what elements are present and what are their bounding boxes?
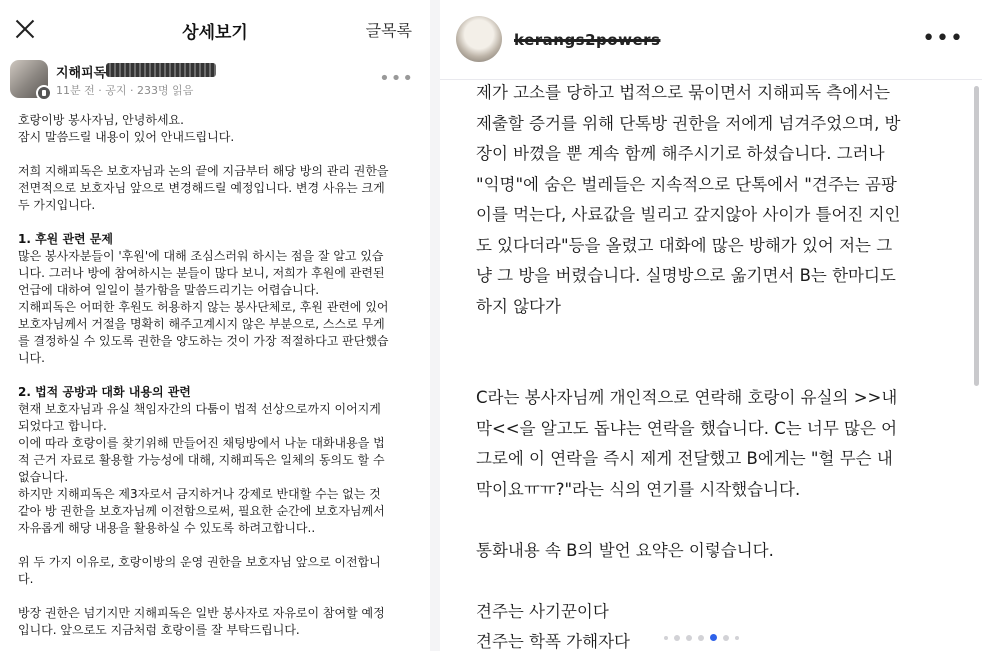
post-line: 도 있다더라"등을 올렸고 대화에 많은 방해가 있어 저는 그 [476,235,893,255]
post-line: 장이 바꼈을 뿐 계속 함께 해주시기로 하셨습니다. 그러나 [476,144,885,163]
notice-line: 다. [18,572,34,586]
blank-line [476,505,966,536]
notice-line: 자유롭게 해당 내용을 활용하실 수 있도록 하려고합니다.. [18,521,316,535]
notice-line: 1. 후원 관련 문제 [18,232,113,246]
notice-line: 언급에 대하여 일일이 불가함을 말씀드리기는 어렵습니다. [18,283,320,297]
post-line: 하지 않다가 [476,296,561,316]
more-options-icon[interactable]: ••• [922,26,964,51]
post-line: 통화내용 속 B의 발언 요약은 이렇습니다. [476,540,774,560]
author-name[interactable]: 지해피독 [56,66,107,81]
page-dot [735,636,739,640]
blank-line [18,367,408,384]
post-line: 제가 고소를 당하고 법적으로 묶이면서 지해피독 측에서는 [476,83,891,102]
profile-handle[interactable]: kerangs2powers [514,31,661,49]
blank-line [476,353,966,384]
notice-line: 니다. 그러나 방에 참여하시는 분들이 많다 보니, 저희가 후원에 관련된 [18,266,385,280]
notice-line: 를 결정하실 수 있도록 권한을 양도하는 것이 가장 적절하다고 판단했습 [18,334,389,348]
page-indicator [664,634,739,641]
post-body [476,78,966,651]
post-panel [440,0,982,651]
notice-line: 호랑이방 봉사자님, 안녕하세요. [18,113,184,127]
notice-line: 위 두 가지 이유로, 호랑이방의 운영 권한을 보호자님 앞으로 이전합니 [18,555,381,569]
notice-line: 많은 봉사자분들이 '후원'에 대해 조심스러워 하시는 점을 잘 알고 있습 [18,249,384,263]
post-line: 막<<을 알고도 돕냐는 연락을 했습니다. C는 너무 많은 어 [476,418,898,438]
blank-line [18,588,408,605]
more-options-icon[interactable]: ••• [379,68,414,89]
notice-line: 이에 따라 호랑이를 찾기위해 만들어진 채팅방에서 나눈 대화내용을 법 [18,436,385,450]
page-dot [723,635,729,641]
post-line: 그로에 이 연락을 즉시 제게 전달했고 B에게는 "헐 무슨 내 [476,449,893,468]
scrollbar[interactable] [974,86,979,386]
post-line: 이를 먹는다, 사료값을 빌리고 갚지않아 사이가 틀어진 지인 [476,205,901,224]
notice-line: 되었다고 합니다. [18,419,107,433]
admin-badge-icon [36,85,52,101]
blank-line [18,537,408,554]
notice-line: 입니다. 앞으로도 지금처럼 호랑이를 잘 부탁드립니다. [18,623,300,637]
notice-line: 잠시 말씀드릴 내용이 있어 안내드립니다. [18,130,235,144]
post-header [440,0,982,80]
page-dot [686,635,692,641]
blank-line [18,214,408,231]
notice-body [18,112,408,639]
post-line: 견주는 사기꾼이다 [476,601,609,621]
notice-line: 없습니다. [18,470,69,484]
notice-line: 적 근거 자료로 활용할 가능성에 대해, 지해피독은 일체의 동의도 할 수 [18,453,385,467]
profile-avatar[interactable] [456,16,502,62]
post-list-button[interactable]: 글목록 [365,21,412,40]
notice-line: 저희 지해피독은 보호자님과 논의 끝에 지금부터 해당 방의 관리 권한을 [18,164,389,178]
post-line: 냥 그 방을 버렸습니다. 실명방으로 옮기면서 B는 한마디도 [476,266,896,285]
post-line: 막이요ㅠㅠ?"라는 식의 연기를 시작했습니다. [476,479,801,499]
post-line: 제출할 증거를 위해 단톡방 권한을 저에게 넘겨주었으며, 방 [476,113,901,133]
blank-line [476,322,966,353]
page-dot [698,635,704,641]
notice-detail-panel [0,0,430,651]
blank-line [18,146,408,163]
page-dot [664,636,668,640]
notice-line: 두 가지입니다. [18,198,96,212]
page-title: 상세보기 [182,23,248,43]
notice-line: 지해피독은 어떠한 후원도 허용하지 않는 봉사단체로, 후원 관련에 있어 [18,300,389,314]
panel-divider [430,0,440,651]
notice-line: 현재 보호자님과 유실 책임자간의 다툼이 법적 선상으로까지 이어지게 [18,402,381,416]
redacted-author-suffix [106,63,216,77]
post-line: "익명"에 숨은 벌레들은 지속적으로 단톡에서 "견주는 곰팡 [476,174,897,194]
page-dot-active [710,634,717,641]
post-line: C라는 봉사자님께 개인적으로 연락해 호랑이 유실의 >>내 [476,388,898,407]
notice-line: 보호자님께서 거절을 명확히 해주고계시지 않은 부분으로, 스스로 무게 [18,317,385,331]
blank-line [476,566,966,597]
notice-line: 전면적으로 보호자님 앞으로 변경해드릴 예정입니다. 변경 사유는 크게 [18,181,385,195]
post-meta: 11분 전 · 공지 · 233명 읽음 [56,84,194,97]
notice-line: 하지만 지해피독은 제3자로서 금지하거나 강제로 반대할 수는 없는 것 [18,487,381,501]
post-author [10,60,430,102]
page-dot [674,635,680,641]
notice-line: 니다. [18,351,45,365]
notice-line: 방장 권한은 넘기지만 지해피독은 일반 봉사자로 자유로이 참여할 예정 [18,606,385,620]
post-line: 견주는 학폭 가해자다 [476,632,630,651]
author-avatar[interactable] [10,60,48,98]
notice-line: 같아 방 권한을 보호자님께 이전함으로써, 필요한 순간에 보호자님께서 [18,504,385,518]
notice-line: 2. 법적 공방과 대화 내용의 관련 [18,385,191,399]
detail-header [0,0,430,56]
